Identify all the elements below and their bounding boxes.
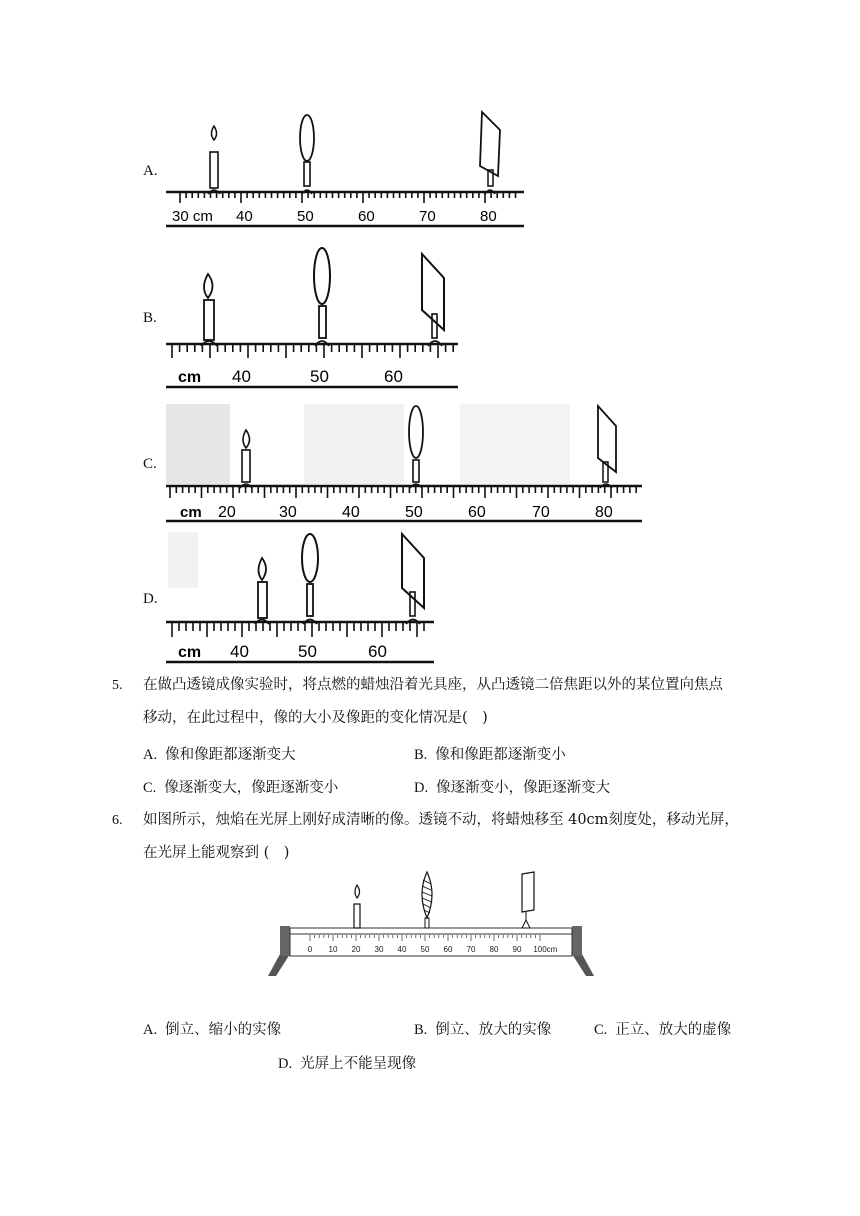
optical-bench-figure (266, 868, 598, 982)
option-d-label: D. (143, 591, 158, 607)
ruler (166, 486, 642, 521)
bench-leg (268, 954, 290, 976)
question-number: 5. (112, 678, 123, 693)
option-c-figure (160, 400, 646, 526)
option-a-figure (160, 108, 530, 230)
choice-d[interactable]: D. 光屏上不能呈现像 (278, 1056, 417, 1072)
choice-d[interactable]: D. 像逐渐变小，像距逐渐变大 (414, 780, 611, 796)
screen-icon (402, 534, 424, 624)
ruler-tick-label: 30 (279, 504, 297, 521)
ruler-tick-label: 50 (297, 208, 314, 225)
ruler-tick-label: 40 (342, 504, 360, 521)
scan-shadow (166, 404, 230, 484)
ruler-tick-label: 60 (468, 504, 486, 521)
ruler-tick-label: 40 (232, 367, 251, 386)
bench-tick-label: 10 (328, 945, 338, 954)
choice-c[interactable]: C. 像逐渐变大，像距逐渐变小 (143, 780, 339, 796)
choice-c[interactable]: C. 正立、放大的虚像 (594, 1022, 732, 1038)
question-text-line: 在做凸透镜成像实验时，将点燃的蜡烛沿着光具座，从凸透镜二倍焦距以外的某位置向焦点 (143, 677, 723, 693)
question-text-line: 在光屏上能观察到 ( ) (143, 845, 290, 861)
candle-icon (240, 430, 252, 488)
ruler-tick-label: 50 (405, 504, 423, 521)
candle-icon (255, 558, 269, 624)
candle-icon (208, 126, 220, 194)
scan-shadow (304, 404, 404, 484)
ruler-tick-label: 40 (230, 642, 249, 661)
question-text-line: 移动，在此过程中，像的大小及像距的变化情况是( ) (143, 710, 488, 726)
ruler-label: cm (180, 504, 202, 521)
screen-icon (480, 112, 500, 194)
ruler-label: cm (178, 369, 202, 386)
screen-icon (522, 872, 534, 928)
bench-tick-label: cm (546, 945, 558, 954)
bench-end (280, 926, 290, 956)
ruler-tick-label: 60 (368, 642, 387, 661)
candle-icon (354, 885, 360, 928)
screen-icon (422, 254, 444, 346)
scan-shadow (460, 404, 570, 484)
ruler-label: 30 cm (172, 208, 213, 225)
option-c-label: C. (143, 456, 157, 472)
bench-tick-label: 70 (466, 945, 476, 954)
bench-tick-label: 80 (489, 945, 499, 954)
screen-icon (598, 406, 616, 488)
lens-icon (422, 872, 432, 928)
option-b-figure (160, 240, 470, 392)
ruler (166, 192, 524, 226)
ruler-tick-label: 60 (358, 208, 375, 225)
question-number: 6. (112, 813, 123, 828)
lens-icon (300, 115, 314, 194)
bench-leg (572, 954, 594, 976)
choice-a[interactable]: A. 倒立、缩小的实像 (143, 1022, 282, 1038)
ruler-tick-label: 50 (310, 367, 329, 386)
ruler-tick-label: 20 (218, 504, 236, 521)
option-a-label: A. (143, 163, 158, 179)
ruler-tick-label: 50 (298, 642, 317, 661)
bench-tick-label: 60 (443, 945, 453, 954)
lens-icon (302, 534, 318, 624)
bench-tick-label: 0 (307, 945, 313, 954)
choice-b[interactable]: B. 倒立、放大的实像 (414, 1022, 552, 1038)
lens-icon (409, 406, 423, 488)
ruler-tick-label: 40 (236, 208, 253, 225)
bench-tick-label: 20 (351, 945, 361, 954)
bench-tick-label: 30 (374, 945, 384, 954)
scan-shadow (168, 532, 198, 588)
bench-tick-label: 50 (420, 945, 430, 954)
ruler-tick-label: 60 (384, 367, 403, 386)
ruler-tick-label: 80 (595, 504, 613, 521)
option-b-label: B. (143, 310, 157, 326)
candle-icon (201, 274, 217, 346)
choice-a[interactable]: A. 像和像距都逐渐变大 (143, 747, 296, 763)
ruler-tick-label: 70 (532, 504, 550, 521)
question-text-line: 如图所示，烛焰在光屏上刚好成清晰的像。透镜不动，将蜡烛移至 40cm刻度处，移动光屏， (143, 812, 739, 828)
bench-tick-label: 40 (397, 945, 407, 954)
ruler-tick-label: 80 (480, 208, 497, 225)
option-d-figure (160, 528, 440, 666)
ruler-label: cm (178, 644, 202, 661)
choice-b[interactable]: B. 像和像距都逐渐变小 (414, 747, 566, 763)
question-5-stem (143, 669, 783, 735)
bench-end (572, 926, 582, 956)
bench-tick-label: 90 (512, 945, 522, 954)
bench-tick-label: 100 (533, 945, 547, 954)
lens-icon (314, 248, 330, 346)
question-6-stem (143, 804, 783, 870)
ruler-tick-label: 70 (419, 208, 436, 225)
